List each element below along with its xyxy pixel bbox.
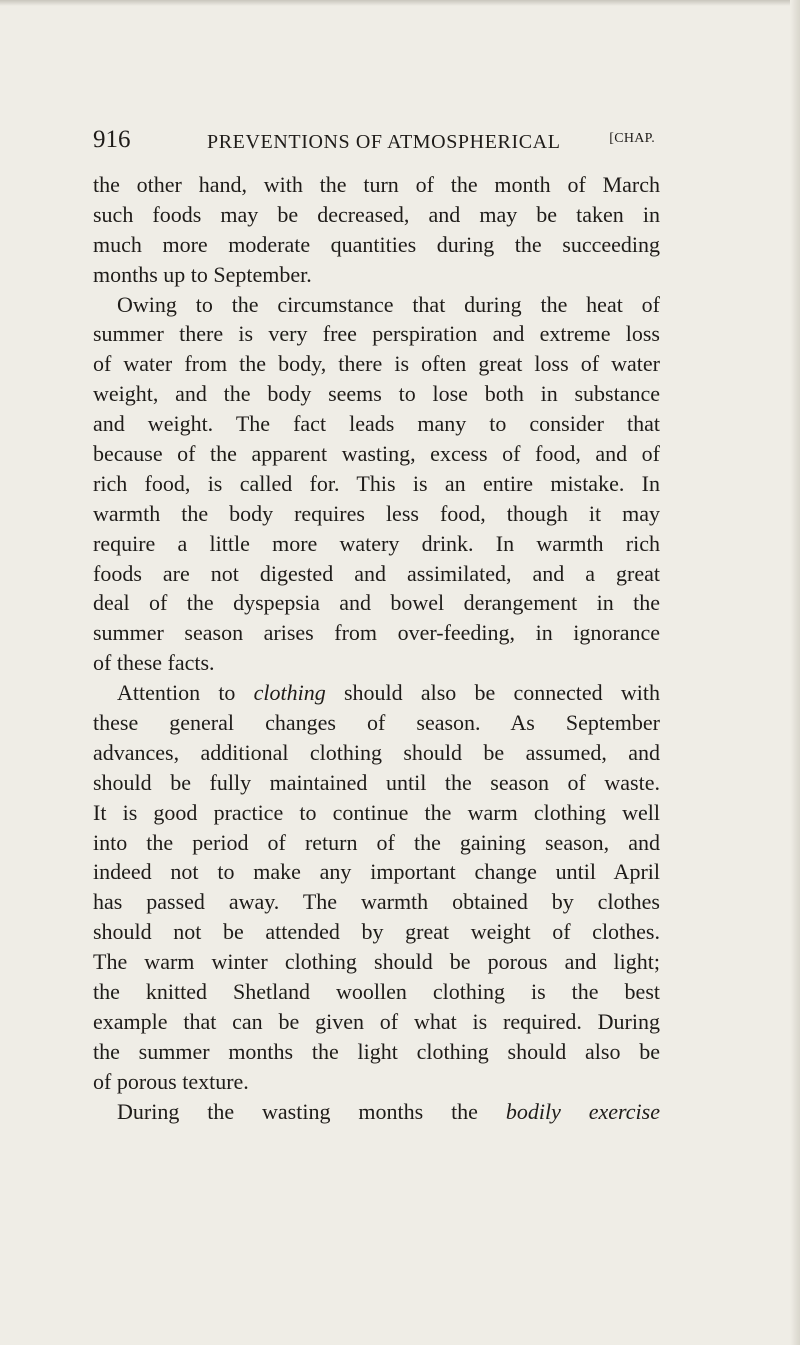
chapter-marker: [CHAP. xyxy=(609,131,655,146)
italic-term: clothing xyxy=(253,680,326,706)
text-line: months up to September. xyxy=(93,261,312,287)
text-line: deal of the dyspepsia and bowel derangement in the xyxy=(93,590,660,616)
text-line: weight, and the body seems to lose both in substance xyxy=(93,381,660,407)
running-head-title: PREVENTIONS OF ATMOSPHERICAL xyxy=(207,131,561,153)
text-line: much more moderate quantities during the succeeding xyxy=(93,231,660,257)
text-line: should be fully maintained until the season of waste. xyxy=(93,769,660,795)
text-line: the summer months the light clothing should also be xyxy=(93,1038,660,1064)
text-line: these general changes of season. As September xyxy=(93,710,660,736)
text-line: and weight. The fact leads many to consider that xyxy=(93,411,660,437)
text-line: require a little more watery drink. In warmth rich xyxy=(93,530,660,556)
text-line: the other hand, with the turn of the month of March xyxy=(93,172,660,197)
text-line: the knitted Shetland woollen clothing is the best xyxy=(93,979,660,1005)
text-fragment: should also be connected with xyxy=(325,680,660,706)
paragraph-start-line xyxy=(93,1097,660,1127)
italic-term: bodily exercise xyxy=(505,1098,660,1124)
text-line: of these facts. xyxy=(93,650,215,676)
text-line: should not be attended by great weight of clothes. xyxy=(93,919,660,945)
paragraph-start-line: Owing to the circumstance that during the heat of xyxy=(117,291,660,317)
body-text xyxy=(93,170,660,1127)
text-line: of porous texture. xyxy=(93,1068,249,1094)
text-line: The warm winter clothing should be porous and light; xyxy=(93,949,660,975)
text-line: indeed not to make any important change until April xyxy=(93,859,660,885)
text-line: summer season arises from over-feeding, in ignorance xyxy=(93,620,660,646)
text-line: such foods may be decreased, and may be taken in xyxy=(93,201,660,227)
text-line: summer there is very free perspiration and extreme loss xyxy=(93,321,660,347)
text-fragment: During the wasting months the xyxy=(117,1098,506,1124)
text-line: because of the apparent wasting, excess of food, and of xyxy=(93,441,660,467)
paragraph-start-line xyxy=(93,678,660,708)
text-line: of water from the body, there is often great loss of water xyxy=(93,351,660,377)
text-line: into the period of return of the gaining season, and xyxy=(93,829,660,855)
text-line: example that can be given of what is required. During xyxy=(93,1008,660,1034)
text-line: foods are not digested and assimilated, and a great xyxy=(93,560,660,586)
text-line: rich food, is called for. This is an entire mistake. In xyxy=(93,470,660,496)
running-head xyxy=(93,126,655,158)
page-number: 916 xyxy=(93,126,131,153)
text-line: has passed away. The warmth obtained by clothes xyxy=(93,889,660,915)
text-line: advances, additional clothing should be assumed, and xyxy=(93,739,660,765)
text-line: It is good practice to continue the warm clothing well xyxy=(93,799,660,825)
text-fragment: Attention to xyxy=(117,680,254,706)
text-line: warmth the body requires less food, though it may xyxy=(93,500,660,526)
